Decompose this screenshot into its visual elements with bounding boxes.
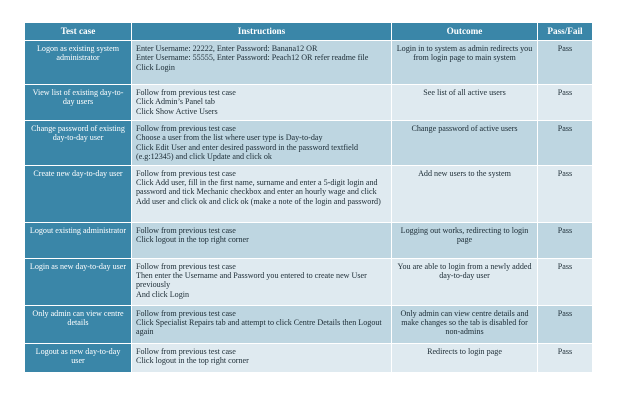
header-outcome: Outcome: [392, 23, 538, 41]
pass-fail-cell: Pass: [538, 121, 593, 166]
test-case-cell: Only admin can view centre details: [25, 305, 132, 343]
test-case-cell: Create new day-to-day user: [25, 165, 132, 222]
outcome-cell: Login in to system as admin redirects you from login page to main system: [392, 41, 538, 85]
outcome-cell: Add new users to the system: [392, 165, 538, 222]
table-row: [25, 85, 593, 121]
table-body: [25, 41, 593, 373]
test-case-cell: Logon as existing system administrator: [25, 41, 132, 85]
instructions-cell: [132, 305, 392, 343]
instruction-line: Follow from previous test case: [136, 308, 236, 318]
instruction-line: Click Show Active Users: [136, 106, 218, 116]
instructions-cell: [132, 85, 392, 121]
instruction-line: Click logout in the top right corner: [136, 235, 249, 245]
instruction-line: Click Login: [136, 62, 175, 72]
instruction-line: And click Login: [136, 289, 190, 299]
instruction-line: Then enter the Username and Password you entered to create new User previously: [136, 271, 367, 290]
test-case-cell: Change password of existing day-to-day user: [25, 121, 132, 166]
instruction-line: Enter Username: 22222, Enter Password: Banana12 OR: [136, 44, 318, 53]
header-instructions: Instructions: [132, 23, 392, 41]
instruction-line: Click Add user, fill in the first name, surname and enter a 5-digit login and password and tick Mechanic checkbox and enter an hourly wage and click Add user and click ok and click ok (make a note of the login and password): [136, 178, 381, 206]
outcome-cell: Change password of active users: [392, 121, 538, 166]
instruction-line: Click Edit User and enter desired password in the password textfield (e.g:12345) and click Update and click ok: [136, 142, 359, 162]
instruction-line: Click Admin’s Panel tab: [136, 97, 215, 107]
table-row: [25, 121, 593, 166]
table-row: [25, 222, 593, 258]
instruction-line: Enter Username: 55555, Enter Password: Peach12 OR refer readme file: [136, 53, 369, 63]
table-row: [25, 343, 593, 372]
outcome-cell: See list of all active users: [392, 85, 538, 121]
test-case-cell: Login as new day-to-day user: [25, 258, 132, 305]
header-test-case: Test case: [25, 23, 132, 41]
header-row: [25, 23, 593, 41]
test-case-cell: View list of existing day-to-day users: [25, 85, 132, 121]
instruction-line: Follow from previous test case: [136, 225, 236, 235]
instructions-cell: [132, 343, 392, 372]
instruction-line: Click Specialist Repairs tab and attempt to click Centre Details then Logout again: [136, 318, 382, 337]
outcome-cell: Redirects to login page: [392, 343, 538, 372]
table-row: [25, 165, 593, 222]
pass-fail-cell: Pass: [538, 222, 593, 258]
pass-fail-cell: Pass: [538, 343, 593, 372]
instruction-line: Follow from previous test case: [136, 261, 236, 271]
outcome-cell: Only admin can view centre details and make changes so the tab is disabled for non-admins: [392, 305, 538, 343]
instruction-line: Follow from previous test case: [136, 88, 236, 97]
instruction-line: Choose a user from the list where user type is Day-to-day: [136, 133, 323, 143]
pass-fail-cell: Pass: [538, 305, 593, 343]
instruction-line: Follow from previous test case: [136, 124, 236, 133]
table-row: [25, 258, 593, 305]
instruction-line: Follow from previous test case: [136, 168, 236, 178]
test-case-table: [24, 22, 593, 373]
test-case-cell: Logout existing administrator: [25, 222, 132, 258]
instructions-cell: [132, 165, 392, 222]
instruction-line: Click logout in the top right corner: [136, 356, 249, 366]
table-row: [25, 305, 593, 343]
table-row: [25, 41, 593, 85]
instructions-cell: [132, 258, 392, 305]
outcome-cell: You are able to login from a newly added day-to-day user: [392, 258, 538, 305]
pass-fail-cell: Pass: [538, 85, 593, 121]
instructions-cell: [132, 121, 392, 166]
header-pass-fail: Pass/Fail: [538, 23, 593, 41]
instruction-line: Follow from previous test case: [136, 346, 236, 356]
pass-fail-cell: Pass: [538, 258, 593, 305]
outcome-cell: Logging out works, redirecting to login page: [392, 222, 538, 258]
test-case-cell: Logout as new day-to-day user: [25, 343, 132, 372]
pass-fail-cell: Pass: [538, 165, 593, 222]
instructions-cell: [132, 41, 392, 85]
instructions-cell: [132, 222, 392, 258]
pass-fail-cell: Pass: [538, 41, 593, 85]
